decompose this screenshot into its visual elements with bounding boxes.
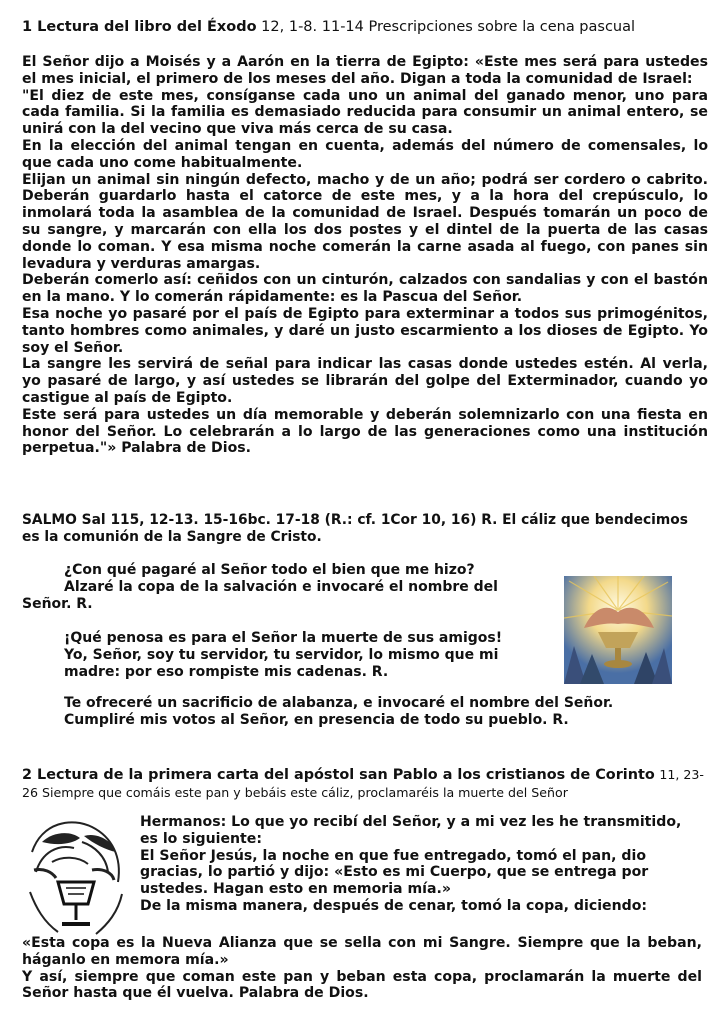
lectura2-paragraph: De la misma manera, después de cenar, tomó la copa, diciendo: (140, 897, 648, 914)
salmo-line: ¡Qué penosa es para el Señor la muerte de sus amigos! (64, 630, 503, 646)
lectura1-title: 1 Lectura del libro del Éxodo (22, 19, 257, 35)
chalice-illustration (564, 576, 672, 684)
lectura2-tail (22, 935, 702, 1002)
lectura1-paragraph: Esa noche yo pasaré por el país de Egipto para exterminar a todos sus primogénitos, tanto hombres como animales, y daré un justo escarmiento a los dioses de Egipto. Yo soy el Señor. (22, 305, 708, 356)
lectura2-paragraph: El Señor Jesús, la noche en que fue entregado, tomó el pan, dio gracias, lo partió y dijo: «Esto es mi Cuerpo, que se entrega por ustedes. Hagan esto en memoria mía.» (140, 847, 649, 898)
salmo-line: Yo, Señor, soy tu servidor, tu servidor, lo mismo que mi madre: por eso rompiste mis cadenas. R. (64, 647, 499, 680)
lectura1-reference: 12, 1-8. 11-14 Prescripciones sobre la cena pascual (261, 19, 636, 35)
lectura2-paragraph: Y así, siempre que coman este pan y beban esta copa, proclamarán la muerte del Señor hasta que él vuelva. Palabra de Dios. (22, 968, 702, 1002)
lectura1-paragraph: Este será para ustedes un día memorable y deberán solemnizarlo con una fiesta en honor del Señor. Lo celebrarán a lo largo de las generaciones como una institución perpetua."» Palabra de Dios. (22, 406, 708, 457)
last-supper-sketch (22, 812, 134, 938)
lectura1-paragraph: El Señor dijo a Moisés y a Aarón en la tierra de Egipto: «Este mes será para ustedes el mes inicial, el primero de los meses del año. Digan a toda la comunidad de Israel: (22, 54, 708, 87)
lectura1-heading (22, 18, 712, 36)
salmo-line: Te ofreceré un sacrificio de alabanza, e invocaré el nombre del Señor. (64, 695, 614, 711)
lectura1-paragraph: "El diez de este mes, consíganse cada uno un animal del ganado menor, uno para cada familia. Si la familia es demasiado reducida para consumir un animal entero, se unirá con la del vecino que viva más cerca de su casa. (22, 87, 708, 138)
salmo-line: Alzaré la copa de la salvación e invocaré el nombre del (64, 579, 498, 595)
salmo-stanza-1 (22, 562, 552, 613)
salmo-line: Señor. R. (22, 596, 93, 612)
lectura2-paragraph: Hermanos: Lo que yo recibí del Señor, y a mi vez les he transmitido, es lo siguiente: (140, 814, 682, 847)
salmo-line: ¿Con qué pagaré al Señor todo el bien que me hizo? (64, 562, 475, 578)
lectura2-reference: 11, 23-26 Siempre que comáis este pan y bebáis este cáliz, proclamaréis la muerte del Señor (22, 767, 704, 800)
lectura2-heading (22, 766, 712, 802)
lectura2-title: 2 Lectura de la primera carta del apóstol san Pablo a los cristianos de Corinto (22, 767, 655, 783)
salmo-stanza-3 (64, 695, 684, 729)
lectura1-paragraph: En la elección del animal tengan en cuenta, además del número de comensales, lo que cada uno come habitualmente. (22, 137, 708, 171)
lectura1-paragraph: Elijan un animal sin ningún defecto, macho y de un año; podrá ser cordero o cabrito. Deberán guardarlo hasta el catorce de este mes, y a la hora del crepúsculo, lo inmolará toda la asamblea de la comunidad de Israel. Después tomarán un poco de su sangre, y marcarán con ella los dos postes y el dintel de la puerta de las casas donde lo coman. Y esa misma noche comerán la carne asada al fuego, con panes sin levadura y verduras amargas. (22, 171, 708, 272)
salmo-heading: SALMO Sal 115, 12-13. 15-16bc. 17-18 (R.: cf. 1Cor 10, 16) R. El cáliz que bendecimos es la comunión de la Sangre de Cristo. (22, 512, 688, 545)
salmo-line: Cumpliré mis votos al Señor, en presencia de todo su pueblo. R. (64, 712, 569, 728)
lectura2-paragraph: «Esta copa es la Nueva Alianza que se sella con mi Sangre. Siempre que la beban, háganlo en memora mía.» (22, 935, 702, 968)
lectura1-paragraph: Deberán comerlo así: ceñidos con un cinturón, calzados con sandalias y con el bastón en la mano. Y lo comerán rápidamente: es la Pascua del Señor. (22, 272, 708, 306)
lectura1-paragraph: La sangre les servirá de señal para indicar las casas donde ustedes estén. Al verla, yo pasaré de largo, y así ustedes se librarán del golpe del Exterminador, cuando yo castigue al país de Egipto. (22, 356, 708, 406)
lectura2-body (140, 814, 700, 915)
salmo-stanza-2 (64, 630, 544, 681)
lectura1-body (22, 54, 708, 457)
